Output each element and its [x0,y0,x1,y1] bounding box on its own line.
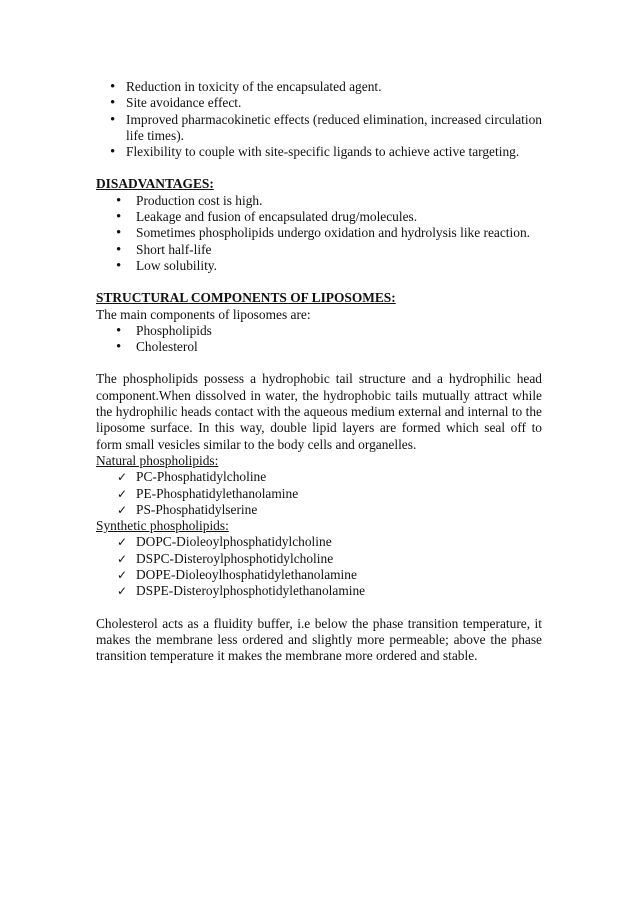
list-item: • Leakage and fusion of encapsulated drug/molecules. [96,209,542,225]
checkmark-icon: ✓ [117,584,128,599]
structural-intro: The main components of liposomes are: [96,306,311,322]
components-list [96,323,542,356]
spacer [96,274,542,290]
cholesterol-paragraph: Cholesterol acts as a fluidity buffer, i.e below the phase transition temperature, it makes the membrane less ordered and slightly more permeable; above the phase transition temperature it makes the membrane more ordered and stable. [96,615,542,664]
list-item [96,502,542,518]
list-item: • Sometimes phospholipids undergo oxidation and hydrolysis like reaction. [96,225,542,241]
checkmark-icon: ✓ [117,568,128,583]
list-item: • Reduction in toxicity of the encapsulated agent. [96,79,542,95]
natural-phospholipids-heading: Natural phospholipids: [96,452,219,468]
checkmark-icon: ✓ [117,502,128,517]
list-item-text: PS-Phosphatidylserine [136,501,258,517]
list-item [96,551,542,567]
structural-heading: STRUCTURAL COMPONENTS OF LIPOSOMES: [96,290,396,306]
natural-phospholipids-list [96,469,542,518]
synthetic-phospholipids-list [96,534,542,599]
list-item-text: DSPC-Disteroylphosphotidylcholine [136,550,334,566]
disadvantages-list [96,193,542,274]
advantages-list [96,79,542,160]
list-item-text: DOPC-Dioleoylphosphatidylcholine [136,534,332,550]
spacer [96,355,542,371]
checkmark-icon: ✓ [117,470,128,485]
list-item [96,583,542,599]
phospholipid-paragraph: The phospholipids possess a hydrophobic tail structure and a hydrophilic head component.When dissolved in water, the hydrophobic tails mutually attract while the hydrophilic heads contact with the aqueous medium external and internal to the liposome surface. In this way, double lipid layers are formed which seal off to form small vesicles similar to the body cells and organelles. [96,371,542,452]
list-item [96,534,542,550]
list-item: • Production cost is high. [96,193,542,209]
list-item-text: PC-Phosphatidylcholine [136,469,267,485]
checkmark-icon: ✓ [117,535,128,550]
list-item [96,567,542,583]
checkmark-icon: ✓ [117,486,128,501]
checkmark-icon: ✓ [117,551,128,566]
list-item-text: PE-Phosphatidylethanolamine [136,485,299,501]
spacer [96,600,542,616]
list-item: • Short half-life [96,242,542,258]
list-item [96,469,542,485]
list-item-text: DSPE-Disteroylphosphotidylethanolamine [136,583,366,599]
list-item-text: DOPE-Dioleoylhosphatidylethanolamine [136,567,357,583]
list-item: • Flexibility to couple with site-specific ligands to achieve active targeting. [96,144,542,160]
list-item [96,486,542,502]
list-item: • Cholesterol [96,339,542,355]
list-item: • Low solubility. [96,258,542,274]
document-page [96,79,542,665]
list-item: • Site avoidance effect. [96,95,542,111]
spacer [96,160,542,176]
synthetic-phospholipids-heading: Synthetic phospholipids: [96,518,229,534]
list-item: • Improved pharmacokinetic effects (reduced elimination, increased circulation life times). [96,112,542,145]
list-item: • Phospholipids [96,323,542,339]
disadvantages-heading: DISADVANTAGES: [96,176,214,192]
